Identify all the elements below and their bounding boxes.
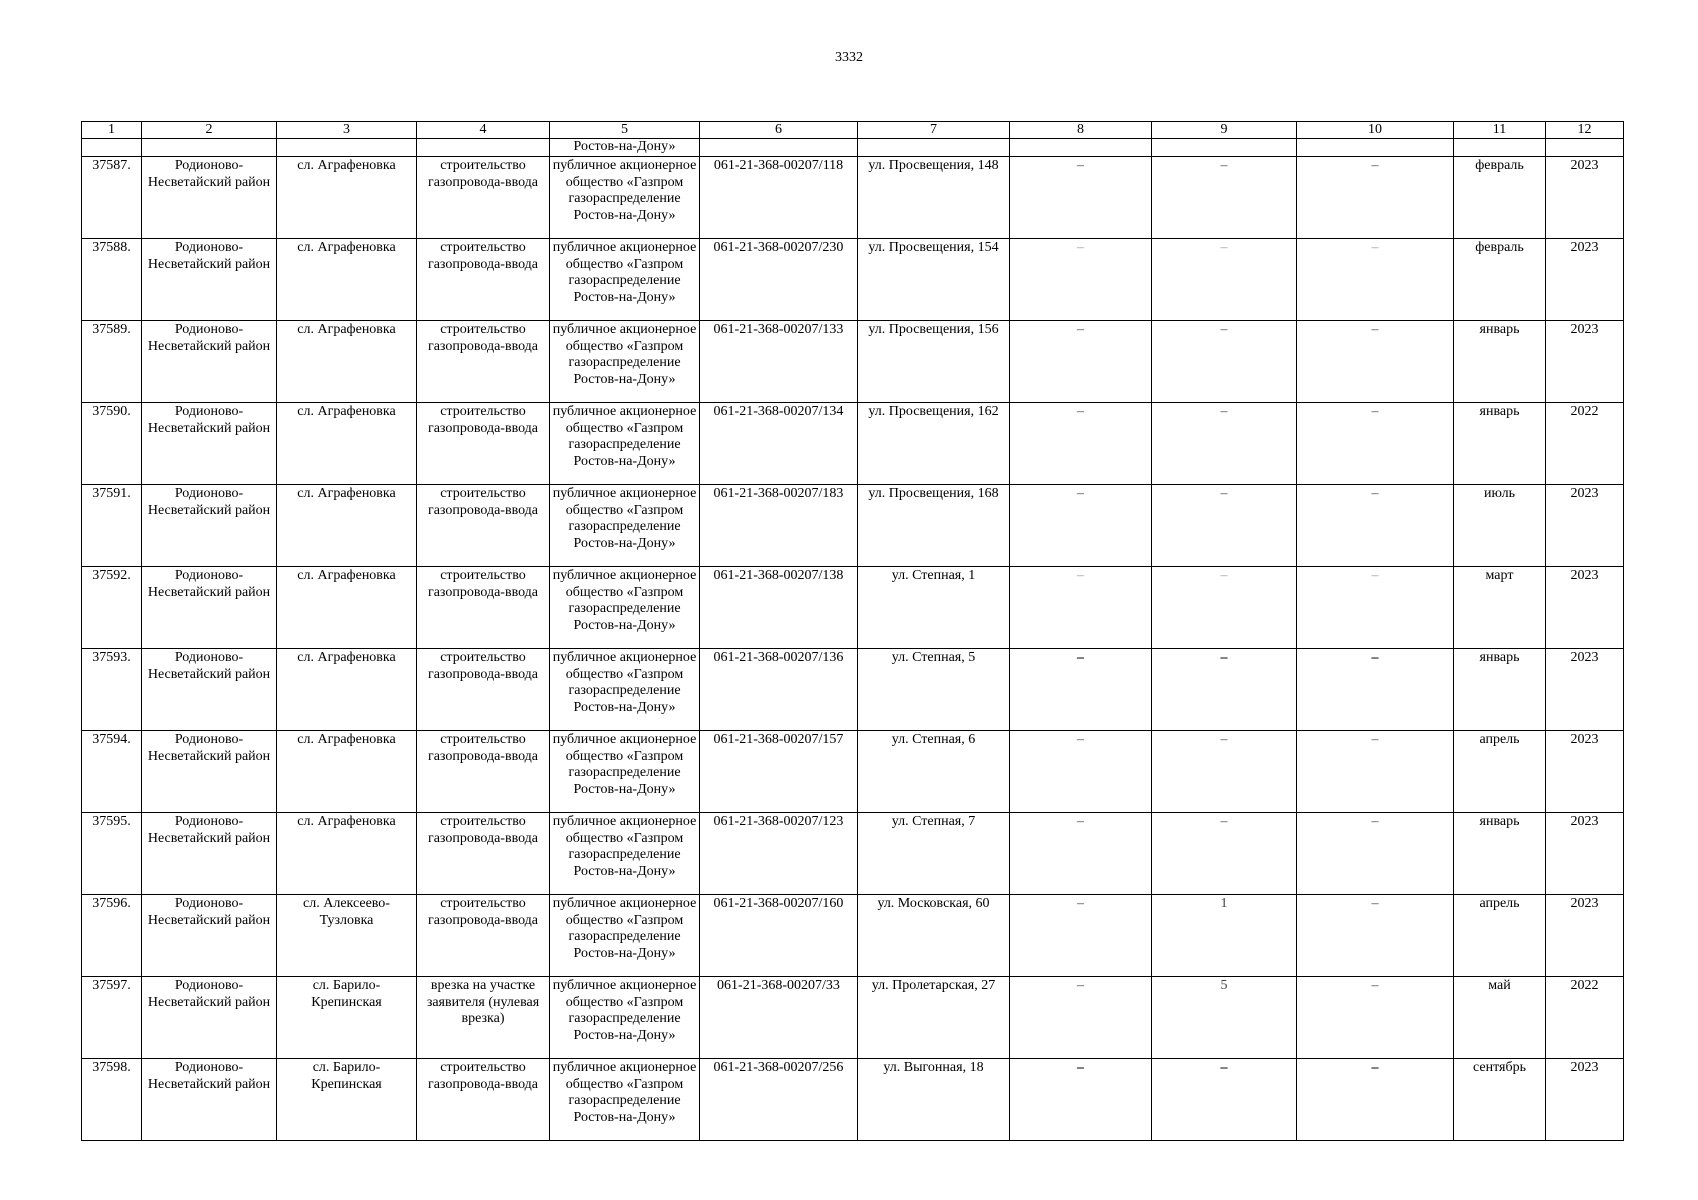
table-row bbox=[82, 321, 1624, 403]
column-8-cell-value: – bbox=[1077, 896, 1084, 911]
column-8-cell bbox=[1010, 977, 1152, 1059]
organization-cell: публичное акционерное общество «Газпром газораспределение Ростов-на-Дону» bbox=[550, 321, 700, 403]
application-code-cell: 061-21-368-00207/230 bbox=[700, 239, 858, 321]
year-cell: 2023 bbox=[1546, 813, 1624, 895]
table-row bbox=[82, 403, 1624, 485]
district-cell: Родионово-Несветайский район bbox=[142, 649, 277, 731]
application-code-cell: 061-21-368-00207/183 bbox=[700, 485, 858, 567]
work-type-cell: строительство газопровода-ввода bbox=[417, 1059, 550, 1141]
settlement-cell: сл. Аграфеновка bbox=[277, 239, 417, 321]
year-cell: 2022 bbox=[1546, 977, 1624, 1059]
column-10-cell bbox=[1297, 977, 1454, 1059]
settlement-cell: сл. Аграфеновка bbox=[277, 813, 417, 895]
application-code-cell: 061-21-368-00207/138 bbox=[700, 567, 858, 649]
column-9-cell bbox=[1152, 649, 1297, 731]
work-type-cell: строительство газопровода-ввода bbox=[417, 403, 550, 485]
column-8-cell-value: – bbox=[1077, 404, 1084, 419]
column-8-cell bbox=[1010, 321, 1152, 403]
continuation-cell bbox=[1152, 139, 1297, 157]
work-type-cell: строительство газопровода-ввода bbox=[417, 239, 550, 321]
header-cell: 10 bbox=[1297, 122, 1454, 139]
district-cell: Родионово-Несветайский район bbox=[142, 567, 277, 649]
column-9-cell-value: – bbox=[1220, 404, 1228, 419]
continuation-cell bbox=[1297, 139, 1454, 157]
column-10-cell bbox=[1297, 321, 1454, 403]
settlement-cell: сл. Аграфеновка bbox=[277, 321, 417, 403]
row-number-cell: 37596. bbox=[82, 895, 142, 977]
continuation-cell bbox=[1454, 139, 1546, 157]
year-cell: 2023 bbox=[1546, 649, 1624, 731]
settlement-cell: сл. Аграфеновка bbox=[277, 157, 417, 239]
column-9-cell-value: – bbox=[1220, 322, 1228, 337]
column-9-cell bbox=[1152, 239, 1297, 321]
column-8-cell bbox=[1010, 649, 1152, 731]
column-8-cell-value: – bbox=[1077, 978, 1084, 993]
column-10-cell bbox=[1297, 1059, 1454, 1141]
work-type-cell: строительство газопровода-ввода bbox=[417, 321, 550, 403]
address-cell: ул. Выгонная, 18 bbox=[858, 1059, 1010, 1141]
column-10-cell-value: – bbox=[1371, 978, 1379, 993]
column-9-cell bbox=[1152, 813, 1297, 895]
column-10-cell-value: – bbox=[1371, 568, 1379, 583]
organization-cell: публичное акционерное общество «Газпром газораспределение Ростов-на-Дону» bbox=[550, 813, 700, 895]
district-cell: Родионово-Несветайский район bbox=[142, 321, 277, 403]
row-number-cell: 37588. bbox=[82, 239, 142, 321]
work-type-cell: строительство газопровода-ввода bbox=[417, 485, 550, 567]
organization-cell: публичное акционерное общество «Газпром газораспределение Ростов-на-Дону» bbox=[550, 485, 700, 567]
column-9-cell bbox=[1152, 403, 1297, 485]
column-10-cell-value: – bbox=[1371, 158, 1379, 173]
column-10-cell bbox=[1297, 485, 1454, 567]
organization-cell: публичное акционерное общество «Газпром газораспределение Ростов-на-Дону» bbox=[550, 1059, 700, 1141]
column-8-cell-value: – bbox=[1077, 568, 1084, 583]
organization-cell: публичное акционерное общество «Газпром газораспределение Ростов-на-Дону» bbox=[550, 977, 700, 1059]
address-cell: ул. Степная, 1 bbox=[858, 567, 1010, 649]
table-row bbox=[82, 1059, 1624, 1141]
year-cell: 2023 bbox=[1546, 567, 1624, 649]
header-cell: 1 bbox=[82, 122, 142, 139]
column-9-cell-value: 1 bbox=[1220, 896, 1228, 911]
district-cell: Родионово-Несветайский район bbox=[142, 485, 277, 567]
column-10-cell-value: – bbox=[1371, 240, 1379, 255]
column-9-cell-value: – bbox=[1220, 732, 1228, 747]
column-9-cell-value: – bbox=[1220, 486, 1228, 501]
column-10-cell bbox=[1297, 731, 1454, 813]
district-cell: Родионово-Несветайский район bbox=[142, 1059, 277, 1141]
district-cell: Родионово-Несветайский район bbox=[142, 403, 277, 485]
column-8-cell bbox=[1010, 485, 1152, 567]
year-cell: 2023 bbox=[1546, 731, 1624, 813]
settlement-cell: сл. Алексеево-Тузловка bbox=[277, 895, 417, 977]
table-row bbox=[82, 649, 1624, 731]
header-cell: 4 bbox=[417, 122, 550, 139]
continuation-cell bbox=[142, 139, 277, 157]
row-number-cell: 37595. bbox=[82, 813, 142, 895]
column-10-cell bbox=[1297, 649, 1454, 731]
year-cell: 2022 bbox=[1546, 403, 1624, 485]
address-cell: ул. Пролетарская, 27 bbox=[858, 977, 1010, 1059]
year-cell: 2023 bbox=[1546, 321, 1624, 403]
page-number: 3332 bbox=[835, 50, 863, 65]
registry-table bbox=[81, 121, 1624, 1141]
continuation-cell bbox=[700, 139, 858, 157]
column-10-cell-value: – bbox=[1371, 404, 1379, 419]
row-number-cell: 37591. bbox=[82, 485, 142, 567]
settlement-cell: сл. Барило-Крепинская bbox=[277, 977, 417, 1059]
month-cell: май bbox=[1454, 977, 1546, 1059]
column-8-cell bbox=[1010, 239, 1152, 321]
column-8-cell-value: – bbox=[1077, 240, 1084, 255]
column-9-cell bbox=[1152, 977, 1297, 1059]
column-10-cell bbox=[1297, 895, 1454, 977]
row-number-cell: 37598. bbox=[82, 1059, 142, 1141]
table-row bbox=[82, 239, 1624, 321]
column-8-cell-value: – bbox=[1077, 814, 1084, 829]
header-cell: 12 bbox=[1546, 122, 1624, 139]
column-8-cell-value: – bbox=[1077, 158, 1084, 173]
column-8-cell-value: – bbox=[1077, 486, 1084, 501]
address-cell: ул. Просвещения, 148 bbox=[858, 157, 1010, 239]
column-10-cell-value: – bbox=[1371, 1060, 1379, 1075]
header-cell: 11 bbox=[1454, 122, 1546, 139]
column-9-cell bbox=[1152, 895, 1297, 977]
row-number-cell: 37593. bbox=[82, 649, 142, 731]
column-10-cell-value: – bbox=[1371, 732, 1379, 747]
header-cell: 7 bbox=[858, 122, 1010, 139]
address-cell: ул. Просвещения, 168 bbox=[858, 485, 1010, 567]
column-8-cell-value: – bbox=[1077, 322, 1084, 337]
work-type-cell: строительство газопровода-ввода bbox=[417, 731, 550, 813]
application-code-cell: 061-21-368-00207/134 bbox=[700, 403, 858, 485]
column-9-cell-value: – bbox=[1220, 1060, 1228, 1075]
settlement-cell: сл. Барило-Крепинская bbox=[277, 1059, 417, 1141]
continuation-cell bbox=[277, 139, 417, 157]
application-code-cell: 061-21-368-00207/256 bbox=[700, 1059, 858, 1141]
table-row bbox=[82, 977, 1624, 1059]
year-cell: 2023 bbox=[1546, 157, 1624, 239]
year-cell: 2023 bbox=[1546, 1059, 1624, 1141]
column-8-cell-value: – bbox=[1077, 1060, 1084, 1075]
column-9-cell bbox=[1152, 321, 1297, 403]
month-cell: апрель bbox=[1454, 895, 1546, 977]
work-type-cell: строительство газопровода-ввода bbox=[417, 157, 550, 239]
table-row bbox=[82, 485, 1624, 567]
organization-cell: публичное акционерное общество «Газпром газораспределение Ростов-на-Дону» bbox=[550, 239, 700, 321]
column-9-cell bbox=[1152, 157, 1297, 239]
column-8-cell bbox=[1010, 813, 1152, 895]
column-9-cell-value: – bbox=[1220, 814, 1228, 829]
column-10-cell-value: – bbox=[1371, 650, 1379, 665]
work-type-cell: строительство газопровода-ввода bbox=[417, 567, 550, 649]
column-10-cell-value: – bbox=[1371, 486, 1379, 501]
settlement-cell: сл. Аграфеновка bbox=[277, 567, 417, 649]
column-10-cell-value: – bbox=[1371, 322, 1379, 337]
organization-cell: публичное акционерное общество «Газпром газораспределение Ростов-на-Дону» bbox=[550, 649, 700, 731]
month-cell: январь bbox=[1454, 649, 1546, 731]
district-cell: Родионово-Несветайский район bbox=[142, 977, 277, 1059]
column-10-cell-value: – bbox=[1371, 896, 1379, 911]
work-type-cell: строительство газопровода-ввода bbox=[417, 895, 550, 977]
month-cell: сентябрь bbox=[1454, 1059, 1546, 1141]
continuation-cell bbox=[82, 139, 142, 157]
address-cell: ул. Степная, 5 bbox=[858, 649, 1010, 731]
row-number-cell: 37594. bbox=[82, 731, 142, 813]
work-type-cell: строительство газопровода-ввода bbox=[417, 813, 550, 895]
organization-cell: публичное акционерное общество «Газпром газораспределение Ростов-на-Дону» bbox=[550, 895, 700, 977]
organization-cell: публичное акционерное общество «Газпром газораспределение Ростов-на-Дону» bbox=[550, 157, 700, 239]
address-cell: ул. Степная, 6 bbox=[858, 731, 1010, 813]
table-row bbox=[82, 895, 1624, 977]
column-10-cell bbox=[1297, 813, 1454, 895]
table-row bbox=[82, 157, 1624, 239]
year-cell: 2023 bbox=[1546, 239, 1624, 321]
column-8-cell-value: – bbox=[1077, 650, 1084, 665]
settlement-cell: сл. Аграфеновка bbox=[277, 649, 417, 731]
district-cell: Родионово-Несветайский район bbox=[142, 731, 277, 813]
column-10-cell bbox=[1297, 567, 1454, 649]
column-number-header-row bbox=[82, 122, 1624, 139]
address-cell: ул. Просвещения, 156 bbox=[858, 321, 1010, 403]
settlement-cell: сл. Аграфеновка bbox=[277, 403, 417, 485]
column-9-cell-value: – bbox=[1220, 650, 1228, 665]
organization-cell: публичное акционерное общество «Газпром газораспределение Ростов-на-Дону» bbox=[550, 567, 700, 649]
settlement-cell: сл. Аграфеновка bbox=[277, 485, 417, 567]
table-body bbox=[82, 122, 1624, 1141]
work-type-cell: врезка на участке заявителя (нулевая врезка) bbox=[417, 977, 550, 1059]
column-8-cell bbox=[1010, 895, 1152, 977]
column-9-cell-value: – bbox=[1220, 240, 1228, 255]
row-number-cell: 37587. bbox=[82, 157, 142, 239]
column-9-cell-value: – bbox=[1220, 568, 1228, 583]
row-number-cell: 37597. bbox=[82, 977, 142, 1059]
column-9-cell-value: 5 bbox=[1220, 978, 1228, 993]
district-cell: Родионово-Несветайский район bbox=[142, 895, 277, 977]
table-row bbox=[82, 567, 1624, 649]
application-code-cell: 061-21-368-00207/123 bbox=[700, 813, 858, 895]
continuation-cell bbox=[1546, 139, 1624, 157]
month-cell: январь bbox=[1454, 321, 1546, 403]
application-code-cell: 061-21-368-00207/118 bbox=[700, 157, 858, 239]
column-10-cell bbox=[1297, 157, 1454, 239]
continuation-cell bbox=[1010, 139, 1152, 157]
month-cell: февраль bbox=[1454, 239, 1546, 321]
row-number-cell: 37590. bbox=[82, 403, 142, 485]
column-8-cell bbox=[1010, 731, 1152, 813]
continuation-cell bbox=[858, 139, 1010, 157]
address-cell: ул. Просвещения, 154 bbox=[858, 239, 1010, 321]
header-cell: 3 bbox=[277, 122, 417, 139]
header-cell: 6 bbox=[700, 122, 858, 139]
column-8-cell-value: – bbox=[1077, 732, 1084, 747]
column-8-cell bbox=[1010, 403, 1152, 485]
address-cell: ул. Просвещения, 162 bbox=[858, 403, 1010, 485]
application-code-cell: 061-21-368-00207/33 bbox=[700, 977, 858, 1059]
month-cell: январь bbox=[1454, 403, 1546, 485]
month-cell: февраль bbox=[1454, 157, 1546, 239]
application-code-cell: 061-21-368-00207/133 bbox=[700, 321, 858, 403]
header-cell: 5 bbox=[550, 122, 700, 139]
column-9-cell bbox=[1152, 1059, 1297, 1141]
application-code-cell: 061-21-368-00207/136 bbox=[700, 649, 858, 731]
district-cell: Родионово-Несветайский район bbox=[142, 239, 277, 321]
column-9-cell bbox=[1152, 567, 1297, 649]
address-cell: ул. Московская, 60 bbox=[858, 895, 1010, 977]
column-8-cell bbox=[1010, 157, 1152, 239]
month-cell: март bbox=[1454, 567, 1546, 649]
header-cell: 9 bbox=[1152, 122, 1297, 139]
row-number-cell: 37592. bbox=[82, 567, 142, 649]
district-cell: Родионово-Несветайский район bbox=[142, 813, 277, 895]
organization-cell: публичное акционерное общество «Газпром газораспределение Ростов-на-Дону» bbox=[550, 403, 700, 485]
column-8-cell bbox=[1010, 567, 1152, 649]
column-10-cell bbox=[1297, 239, 1454, 321]
column-10-cell bbox=[1297, 403, 1454, 485]
header-cell: 8 bbox=[1010, 122, 1152, 139]
table-row bbox=[82, 813, 1624, 895]
continuation-cell bbox=[417, 139, 550, 157]
continuation-cell: Ростов-на-Дону» bbox=[550, 139, 700, 157]
month-cell: апрель bbox=[1454, 731, 1546, 813]
application-code-cell: 061-21-368-00207/157 bbox=[700, 731, 858, 813]
column-9-cell bbox=[1152, 731, 1297, 813]
month-cell: январь bbox=[1454, 813, 1546, 895]
continuation-row bbox=[82, 139, 1624, 157]
address-cell: ул. Степная, 7 bbox=[858, 813, 1010, 895]
month-cell: июль bbox=[1454, 485, 1546, 567]
work-type-cell: строительство газопровода-ввода bbox=[417, 649, 550, 731]
settlement-cell: сл. Аграфеновка bbox=[277, 731, 417, 813]
column-8-cell bbox=[1010, 1059, 1152, 1141]
year-cell: 2023 bbox=[1546, 895, 1624, 977]
column-10-cell-value: – bbox=[1371, 814, 1379, 829]
row-number-cell: 37589. bbox=[82, 321, 142, 403]
table-row bbox=[82, 731, 1624, 813]
application-code-cell: 061-21-368-00207/160 bbox=[700, 895, 858, 977]
column-9-cell-value: – bbox=[1220, 158, 1228, 173]
district-cell: Родионово-Несветайский район bbox=[142, 157, 277, 239]
year-cell: 2023 bbox=[1546, 485, 1624, 567]
column-9-cell bbox=[1152, 485, 1297, 567]
organization-cell: публичное акционерное общество «Газпром газораспределение Ростов-на-Дону» bbox=[550, 731, 700, 813]
header-cell: 2 bbox=[142, 122, 277, 139]
